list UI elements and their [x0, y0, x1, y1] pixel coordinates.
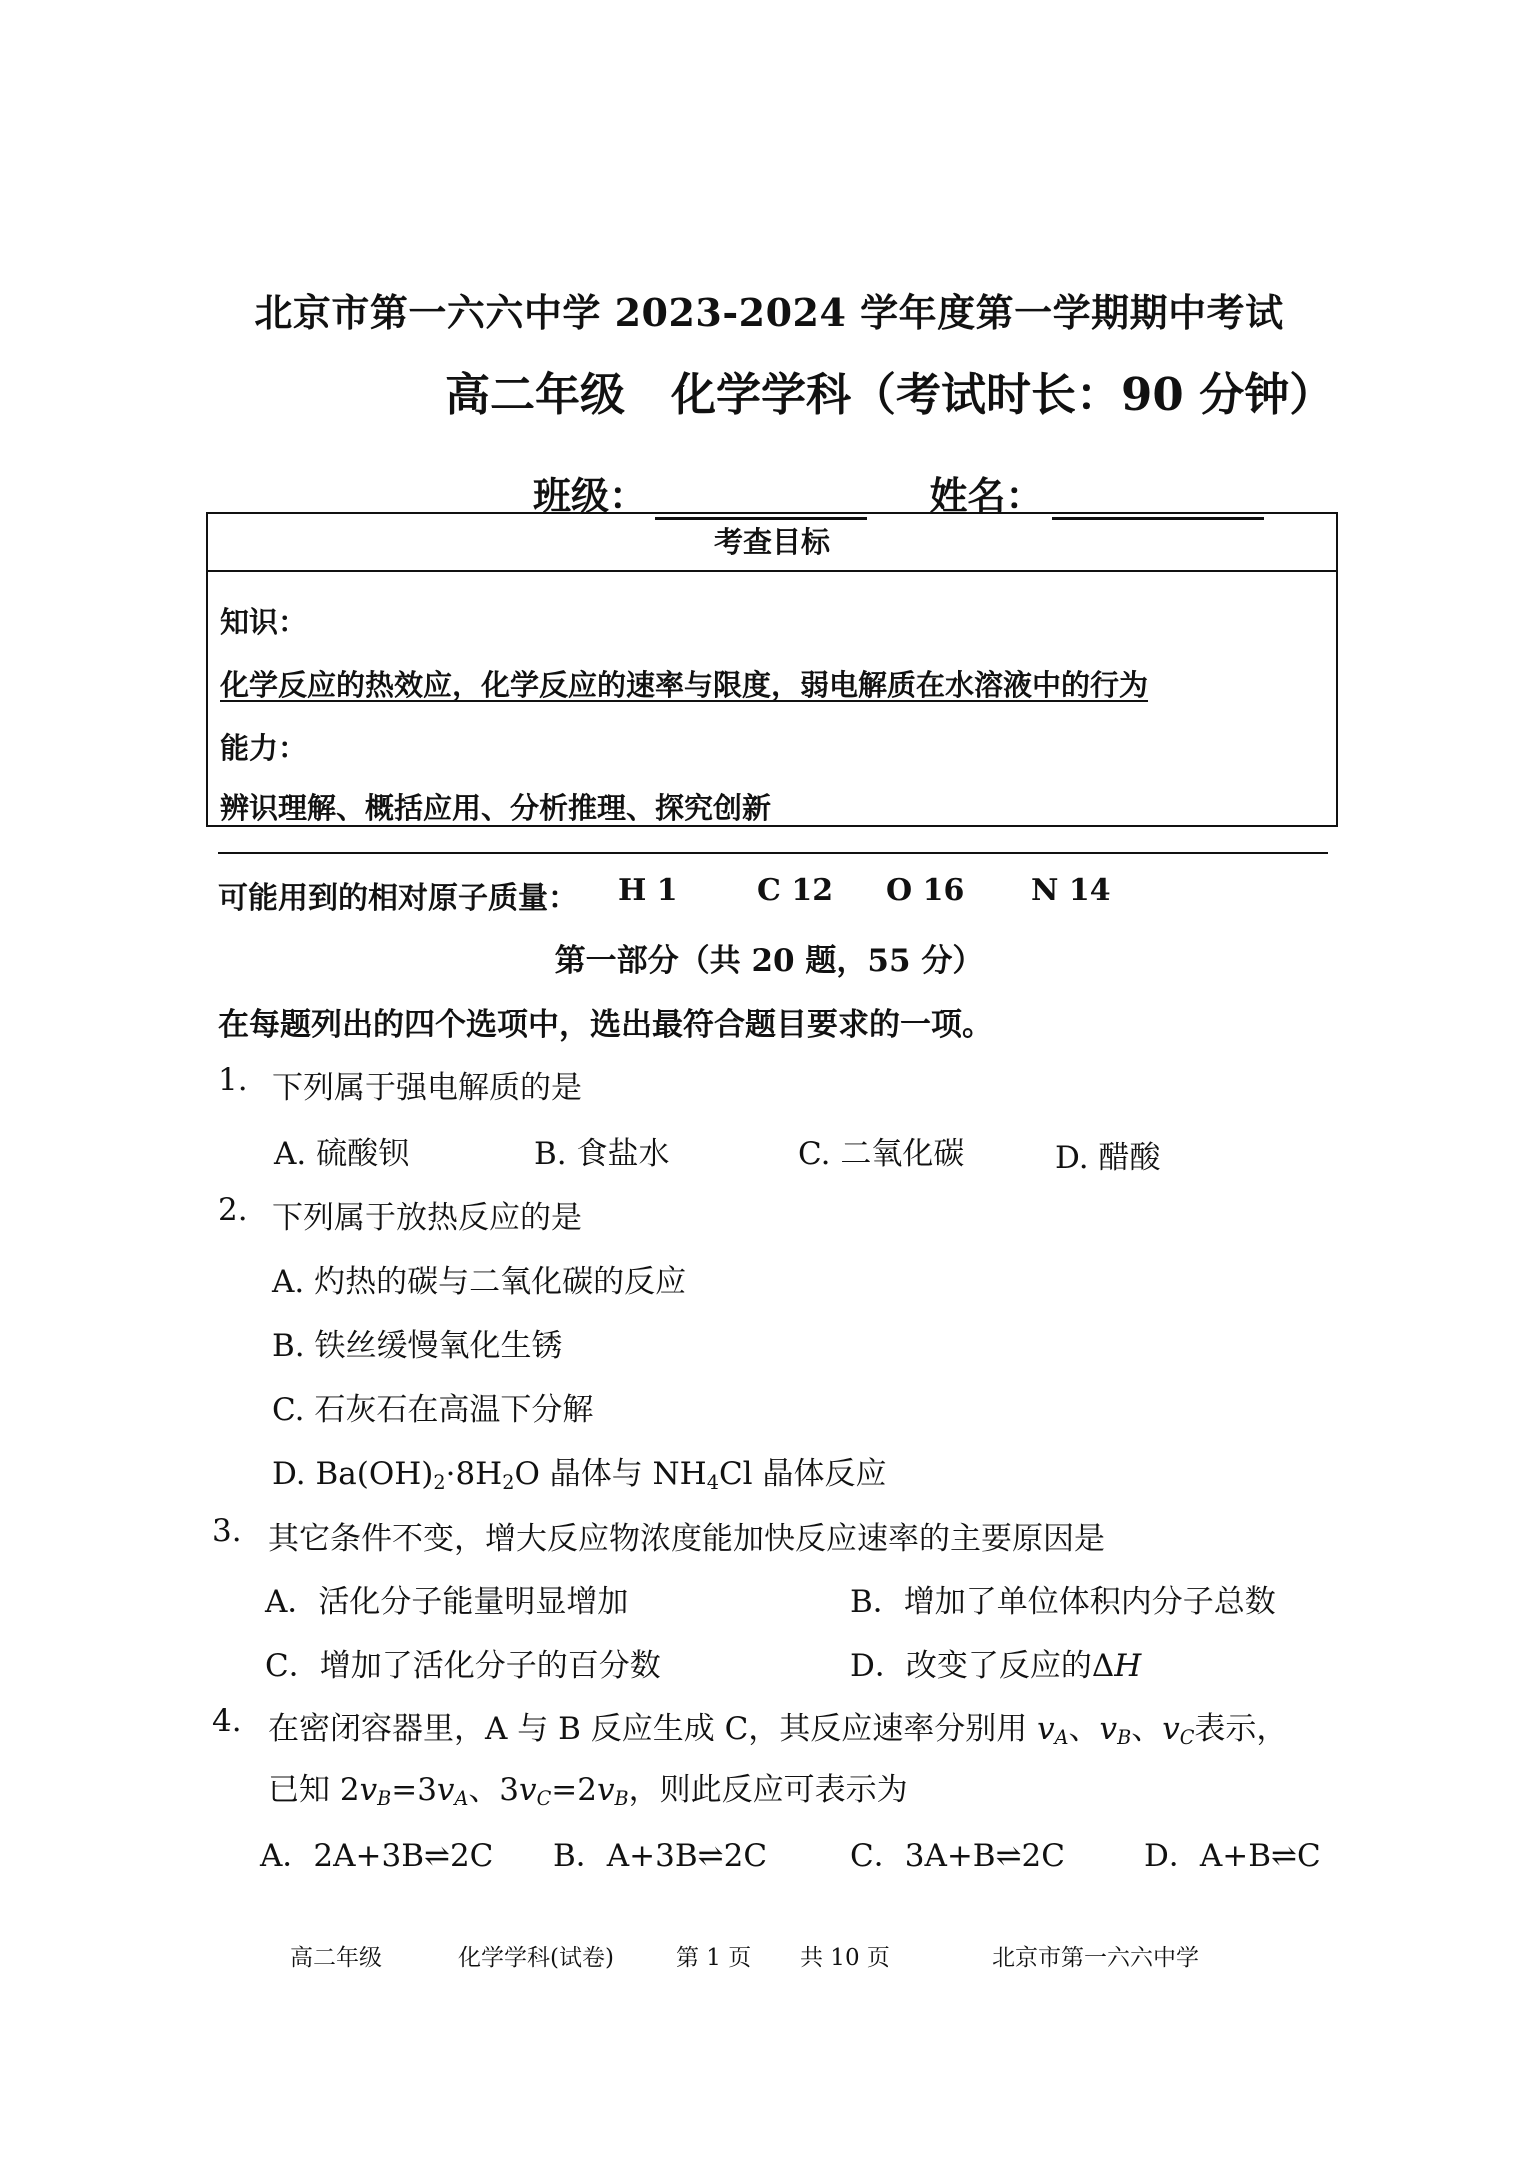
divider-line: [218, 852, 1328, 854]
q4-stem: [268, 1703, 1287, 1748]
objectives-box: [206, 512, 1338, 827]
atomic-mass-c: C 12: [757, 873, 834, 908]
knowledge-label: 知识：: [220, 605, 308, 639]
q4-given-post: ，则此反应可表示为: [628, 1772, 908, 1808]
q4-sub-c: C: [1179, 1725, 1195, 1749]
q4-sub-a: A: [1054, 1725, 1069, 1749]
name-label: 姓名：: [929, 473, 1044, 518]
q4-v-b: v: [1099, 1711, 1118, 1747]
q4-option-b[interactable]: B．A+3B⇌2C: [553, 1838, 768, 1874]
q2-option-c[interactable]: C. 石灰石在高温下分解: [272, 1392, 594, 1428]
q2-stem: 下列属于放热反应的是: [272, 1200, 582, 1236]
q4-given-v4: v: [596, 1772, 615, 1808]
q2-option-d[interactable]: [272, 1448, 886, 1493]
footer-total: 共 10 页: [800, 1945, 890, 1971]
q4-sep2: 、: [1131, 1711, 1163, 1747]
q4-given-s1: B: [377, 1786, 392, 1810]
q1-option-c[interactable]: C. 二氧化碳: [798, 1136, 965, 1172]
q4-sub-b: B: [1117, 1725, 1132, 1749]
q4-given-m2: 、3: [468, 1772, 520, 1808]
q1-option-a[interactable]: A. 硫酸钡: [274, 1136, 410, 1172]
q2-number: 2.: [218, 1192, 248, 1228]
atomic-mass-h: H 1: [618, 873, 678, 908]
q4-given-m1: =3: [391, 1772, 437, 1808]
q4-given-s2: A: [454, 1786, 469, 1810]
class-label: 班级：: [533, 473, 648, 518]
knowledge-text: 化学反应的热效应，化学反应的速率与限度，弱电解质在水溶液中的行为: [220, 668, 1149, 702]
ability-text: 辨识理解、概括应用、分析推理、探究创新: [220, 791, 772, 825]
q2-d-formula3: O 晶体与 NH: [514, 1456, 707, 1492]
q3-option-a[interactable]: A．活化分子能量明显增加: [265, 1584, 629, 1620]
q4-given-v3: v: [519, 1772, 537, 1808]
footer-grade: 高二年级: [290, 1945, 382, 1971]
footer-school: 北京市第一六六中学: [992, 1945, 1199, 1971]
q2-d-sub2: 2: [502, 1470, 515, 1494]
subject-duration: 化学学科（考试时长：90 分钟）: [671, 368, 1335, 421]
q4-given-v1: v: [359, 1772, 378, 1808]
q4-number: 4.: [212, 1703, 242, 1739]
q2-option-a[interactable]: A. 灼热的碳与二氧化碳的反应: [272, 1264, 687, 1300]
q4-option-a[interactable]: A．2A+3B⇌2C: [260, 1838, 494, 1874]
q4-stem-pre: 在密闭容器里，A 与 B 反应生成 C，其反应速率分别用: [268, 1711, 1038, 1747]
q3-stem: 其它条件不变，增大反应物浓度能加快反应速率的主要原因是: [268, 1521, 1105, 1557]
footer-page: 第 1 页: [676, 1945, 752, 1971]
ability-label: 能力：: [220, 731, 308, 765]
q4-given-m3: =2: [551, 1772, 597, 1808]
q2-option-b[interactable]: B. 铁丝缓慢氧化生锈: [272, 1328, 563, 1364]
q2-d-formula4: Cl 晶体反应: [718, 1456, 887, 1492]
grade-label: 高二年级: [445, 368, 626, 421]
q2-d-formula2: ·8H: [445, 1456, 503, 1492]
q3-option-c[interactable]: C．增加了活化分子的百分数: [265, 1648, 661, 1684]
q3-option-b[interactable]: B．增加了单位体积内分子总数: [850, 1584, 1276, 1620]
atomic-mass-o: O 16: [886, 873, 965, 908]
q2-d-label: D.: [272, 1456, 306, 1492]
footer-subject: 化学学科(试卷): [458, 1945, 614, 1971]
part1-instruction: 在每题列出的四个选项中，选出最符合题目要求的一项。: [218, 1007, 993, 1043]
q4-given: [268, 1764, 908, 1809]
q1-option-d[interactable]: D. 醋酸: [1055, 1140, 1161, 1176]
objectives-heading: 考查目标: [208, 514, 1336, 572]
q3-option-d[interactable]: [850, 1640, 1141, 1685]
q1-number: 1.: [218, 1062, 248, 1098]
q4-given-s3: C: [536, 1786, 552, 1810]
q4-stem-post: 表示，: [1194, 1711, 1288, 1747]
q4-given-v2: v: [436, 1772, 455, 1808]
q4-sep1: 、: [1068, 1711, 1100, 1747]
q4-given-pre: 已知 2: [268, 1772, 360, 1808]
q2-d-sub3: 4: [706, 1470, 719, 1494]
q4-given-s4: B: [614, 1786, 629, 1810]
atomic-mass-label: 可能用到的相对原子质量：: [218, 881, 578, 916]
q3-d-italic: H: [1114, 1648, 1142, 1684]
q1-stem: 下列属于强电解质的是: [272, 1070, 582, 1106]
q2-d-sub1: 2: [433, 1470, 446, 1494]
q4-v-a: v: [1037, 1711, 1055, 1747]
q4-v-c: v: [1162, 1711, 1180, 1747]
q3-number: 3.: [212, 1513, 242, 1549]
atomic-mass-n: N 14: [1031, 873, 1111, 908]
q4-option-c[interactable]: C．3A+B⇌2C: [850, 1838, 1066, 1874]
q1-option-b[interactable]: B. 食盐水: [534, 1136, 670, 1172]
exam-title: 北京市第一六六中学 2023-2024 学年度第一学期期中考试: [254, 290, 1284, 335]
q3-d-text: D．改变了反应的Δ: [850, 1648, 1115, 1684]
q2-d-formula1: Ba(OH): [315, 1456, 434, 1492]
q4-option-d[interactable]: D．A+B⇌C: [1144, 1838, 1321, 1874]
part1-title: 第一部分（共 20 题，55 分）: [554, 943, 984, 979]
exam-subtitle: [445, 358, 1334, 423]
